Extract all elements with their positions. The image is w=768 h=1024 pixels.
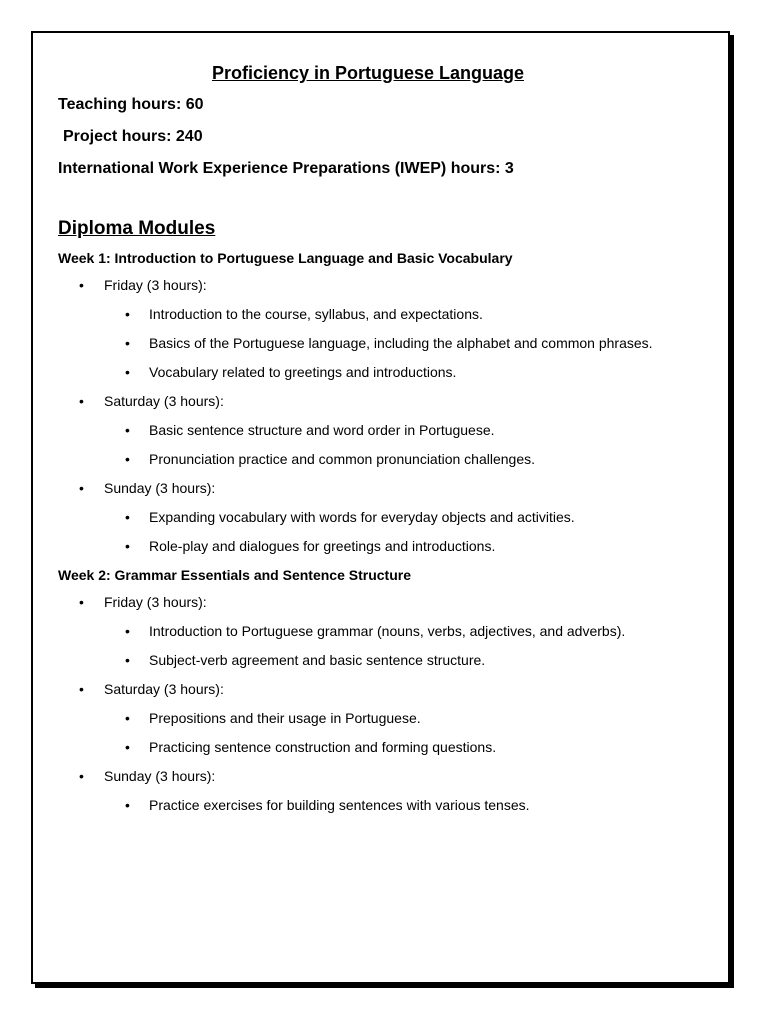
day-item (58, 767, 678, 814)
document-title: Proficiency in Portuguese Language (211, 63, 525, 83)
day-label: • Saturday (3 hours): (58, 680, 678, 698)
day-item (58, 680, 678, 756)
day-list (58, 276, 678, 555)
topic-item: • Practice exercises for building sentences with various tenses. (58, 796, 678, 814)
topic-item: • Role-play and dialogues for greetings and introductions. (58, 537, 678, 555)
day-label: • Friday (3 hours): (58, 593, 678, 611)
topic-item: • Expanding vocabulary with words for everyday objects and activities. (58, 508, 678, 526)
week-heading: Week 2: Grammar Essentials and Sentence Structure (58, 567, 411, 583)
day-item (58, 479, 678, 555)
topic-item: • Pronunciation practice and common pronunciation challenges. (58, 450, 678, 468)
document-body (58, 62, 678, 825)
week-1 (58, 249, 678, 555)
teaching-hours: Teaching hours: 60 (58, 96, 204, 113)
section-heading: Diploma Modules (58, 218, 216, 239)
day-label: • Friday (3 hours): (58, 276, 678, 294)
topic-list (58, 305, 678, 381)
topic-item: • Prepositions and their usage in Portuguese. (58, 709, 678, 727)
topic-item: • Vocabulary related to greetings and introductions. (58, 363, 678, 381)
topic-item: • Basic sentence structure and word order in Portuguese. (58, 421, 678, 439)
topic-list (58, 796, 678, 814)
topic-item: • Basics of the Portuguese language, including the alphabet and common phrases. (58, 334, 678, 352)
day-item (58, 392, 678, 468)
day-label: • Saturday (3 hours): (58, 392, 678, 410)
week-heading: Week 1: Introduction to Portuguese Language and Basic Vocabulary (58, 250, 513, 266)
day-label: • Sunday (3 hours): (58, 479, 678, 497)
topic-item: • Introduction to Portuguese grammar (nouns, verbs, adjectives, and adverbs). (58, 622, 678, 640)
day-item (58, 593, 678, 669)
day-label: • Sunday (3 hours): (58, 767, 678, 785)
day-item (58, 276, 678, 381)
topic-item: • Practicing sentence construction and forming questions. (58, 738, 678, 756)
topic-item: • Introduction to the course, syllabus, and expectations. (58, 305, 678, 323)
project-hours: Project hours: 240 (63, 128, 203, 145)
week-2 (58, 566, 678, 814)
topic-list (58, 622, 678, 669)
topic-item: • Subject-verb agreement and basic sentence structure. (58, 651, 678, 669)
topic-list (58, 508, 678, 555)
topic-list (58, 421, 678, 468)
day-list (58, 593, 678, 814)
iwep-hours: International Work Experience Preparations (IWEP) hours: 3 (58, 160, 514, 177)
topic-list (58, 709, 678, 756)
